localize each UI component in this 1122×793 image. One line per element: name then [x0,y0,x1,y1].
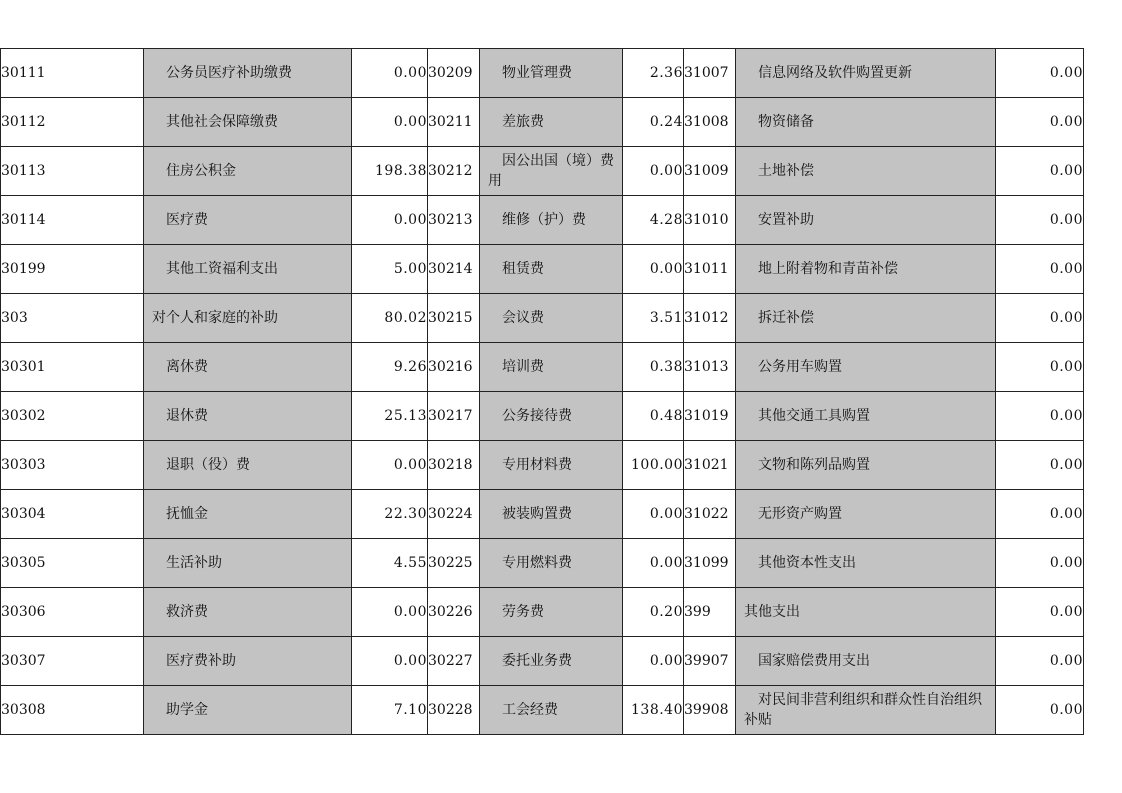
item-name-label: 委托业务费 [502,653,572,669]
item-name-label: 离休费 [166,359,208,375]
code-cell: 30113 [1,147,144,196]
amount-cell: 0.00 [996,637,1084,686]
item-name-cell [480,588,623,637]
amount-cell: 0.24 [623,98,684,147]
code-cell: 30225 [428,539,480,588]
item-name-cell [736,441,996,490]
item-name-label: 维修（护）费 [502,212,586,228]
amount-cell: 0.38 [623,343,684,392]
item-name-label: 劳务费 [502,604,544,620]
item-name-label: 专用材料费 [502,457,572,473]
item-name-label: 物业管理费 [502,65,572,81]
code-cell: 30211 [428,98,480,147]
amount-cell: 0.00 [352,196,428,245]
code-cell: 30224 [428,490,480,539]
table-row [1,49,1084,98]
item-name-label: 其他工资福利支出 [166,261,278,277]
item-name-label: 无形资产购置 [758,506,842,522]
amount-cell: 0.00 [996,588,1084,637]
item-name-cell [480,294,623,343]
amount-cell: 0.00 [996,98,1084,147]
item-name-cell [736,49,996,98]
code-cell: 30218 [428,441,480,490]
item-name-label: 土地补偿 [758,163,814,179]
item-name-cell [736,147,996,196]
table-row [1,343,1084,392]
amount-cell: 2.36 [623,49,684,98]
code-cell: 31013 [684,343,736,392]
amount-cell: 0.00 [996,392,1084,441]
code-cell: 30226 [428,588,480,637]
code-cell: 303 [1,294,144,343]
table-row [1,441,1084,490]
amount-cell: 80.02 [352,294,428,343]
code-cell: 31021 [684,441,736,490]
amount-cell: 4.55 [352,539,428,588]
item-name-cell [144,147,352,196]
code-cell: 399 [684,588,736,637]
item-name-cell [144,196,352,245]
code-cell: 30212 [428,147,480,196]
item-name-label: 差旅费 [502,114,544,130]
code-cell: 30306 [1,588,144,637]
code-cell: 31009 [684,147,736,196]
amount-cell: 0.00 [352,98,428,147]
table-row [1,196,1084,245]
amount-cell: 0.00 [623,245,684,294]
item-name-cell [480,49,623,98]
code-cell: 30301 [1,343,144,392]
item-name-cell [736,637,996,686]
amount-cell: 0.00 [996,49,1084,98]
code-cell: 31022 [684,490,736,539]
item-name-cell [480,98,623,147]
amount-cell: 0.00 [352,441,428,490]
code-cell: 30215 [428,294,480,343]
amount-cell: 0.00 [352,588,428,637]
budget-table [0,48,1084,735]
amount-cell: 100.00 [623,441,684,490]
item-name-label: 生活补助 [166,555,222,571]
item-name-label: 国家赔偿费用支出 [758,653,870,669]
amount-cell: 0.00 [623,147,684,196]
item-name-label: 拆迁补偿 [758,310,814,326]
table-body [1,49,1084,735]
item-name-cell [480,539,623,588]
code-cell: 31010 [684,196,736,245]
item-name-label: 住房公积金 [166,163,236,179]
code-cell: 30111 [1,49,144,98]
code-cell: 39907 [684,637,736,686]
item-name-label: 文物和陈列品购置 [758,457,870,473]
item-name-label: 公务用车购置 [758,359,842,375]
item-name-cell [144,245,352,294]
item-name-label: 其他社会保障缴费 [166,114,278,130]
item-name-label: 其他资本性支出 [758,555,856,571]
item-name-label: 助学金 [166,702,208,718]
item-name-label: 抚恤金 [166,506,208,522]
item-name-cell [480,196,623,245]
item-name-cell [736,294,996,343]
item-name-cell [480,343,623,392]
item-name-label: 其他交通工具购置 [758,408,870,424]
table-row [1,490,1084,539]
amount-cell: 4.28 [623,196,684,245]
amount-cell: 0.20 [623,588,684,637]
item-name-label: 会议费 [502,310,544,326]
code-cell: 31007 [684,49,736,98]
item-name-cell [480,637,623,686]
table-row [1,147,1084,196]
amount-cell: 198.38 [352,147,428,196]
code-cell: 39908 [684,686,736,735]
code-cell: 31019 [684,392,736,441]
code-cell: 30213 [428,196,480,245]
item-name-label: 对个人和家庭的补助 [152,310,278,326]
item-name-cell [480,147,623,196]
item-name-label: 救济费 [166,604,208,620]
item-name-cell [480,392,623,441]
item-name-cell [736,588,996,637]
amount-cell: 0.00 [996,196,1084,245]
code-cell: 30308 [1,686,144,735]
item-name-cell [480,686,623,735]
item-name-cell [144,490,352,539]
item-name-cell [144,392,352,441]
code-cell: 31008 [684,98,736,147]
code-cell: 31011 [684,245,736,294]
item-name-cell [144,49,352,98]
item-name-label: 医疗费 [166,212,208,228]
item-name-label: 租赁费 [502,261,544,277]
amount-cell: 138.40 [623,686,684,735]
code-cell: 30304 [1,490,144,539]
item-name-label: 专用燃料费 [502,555,572,571]
item-name-cell [736,392,996,441]
amount-cell: 0.00 [996,245,1084,294]
item-name-label: 退职（役）费 [166,457,250,473]
item-name-cell [736,686,996,735]
item-name-label: 培训费 [502,359,544,375]
item-name-cell [144,539,352,588]
amount-cell: 0.48 [623,392,684,441]
code-cell: 31012 [684,294,736,343]
code-cell: 30199 [1,245,144,294]
table-row [1,392,1084,441]
item-name-cell [480,490,623,539]
amount-cell: 7.10 [352,686,428,735]
code-cell: 30216 [428,343,480,392]
item-name-cell [736,490,996,539]
item-name-label: 对民间非营利组织和群众性自治组织补贴 [744,692,982,728]
item-name-cell [144,441,352,490]
amount-cell: 0.00 [623,637,684,686]
item-name-label: 物资储备 [758,114,814,130]
item-name-label: 公务接待费 [502,408,572,424]
item-name-cell [736,245,996,294]
item-name-cell [144,343,352,392]
code-cell: 30228 [428,686,480,735]
code-cell: 30302 [1,392,144,441]
item-name-cell [736,539,996,588]
amount-cell: 0.00 [996,441,1084,490]
item-name-label: 信息网络及软件购置更新 [758,65,912,81]
item-name-cell [144,637,352,686]
amount-cell: 0.00 [996,490,1084,539]
item-name-cell [480,441,623,490]
item-name-label: 公务员医疗补助缴费 [166,65,292,81]
item-name-label: 被装购置费 [502,506,572,522]
amount-cell: 0.00 [623,539,684,588]
amount-cell: 0.00 [996,294,1084,343]
item-name-label: 工会经费 [502,702,558,718]
table-row [1,98,1084,147]
table-row [1,245,1084,294]
code-cell: 30227 [428,637,480,686]
amount-cell: 0.00 [996,539,1084,588]
table-row [1,686,1084,735]
code-cell: 30112 [1,98,144,147]
item-name-label: 退休费 [166,408,208,424]
code-cell: 30114 [1,196,144,245]
item-name-label: 地上附着物和青苗补偿 [758,261,898,277]
code-cell: 30305 [1,539,144,588]
item-name-cell [736,98,996,147]
item-name-cell [144,294,352,343]
code-cell: 30209 [428,49,480,98]
table-row [1,294,1084,343]
amount-cell: 0.00 [996,343,1084,392]
item-name-cell [736,196,996,245]
item-name-label: 因公出国（境）费用 [488,153,614,189]
code-cell: 30217 [428,392,480,441]
item-name-cell [144,588,352,637]
amount-cell: 22.30 [352,490,428,539]
amount-cell: 3.51 [623,294,684,343]
amount-cell: 25.13 [352,392,428,441]
item-name-cell [144,98,352,147]
amount-cell: 0.00 [996,147,1084,196]
amount-cell: 0.00 [352,49,428,98]
amount-cell: 5.00 [352,245,428,294]
table-row [1,588,1084,637]
amount-cell: 9.26 [352,343,428,392]
code-cell: 31099 [684,539,736,588]
amount-cell: 0.00 [996,686,1084,735]
table-row [1,539,1084,588]
code-cell: 30307 [1,637,144,686]
amount-cell: 0.00 [623,490,684,539]
table-row [1,637,1084,686]
item-name-label: 医疗费补助 [166,653,236,669]
item-name-label: 安置补助 [758,212,814,228]
item-name-label: 其他支出 [744,604,800,620]
item-name-cell [736,343,996,392]
amount-cell: 0.00 [352,637,428,686]
code-cell: 30214 [428,245,480,294]
item-name-cell [144,686,352,735]
item-name-cell [480,245,623,294]
code-cell: 30303 [1,441,144,490]
